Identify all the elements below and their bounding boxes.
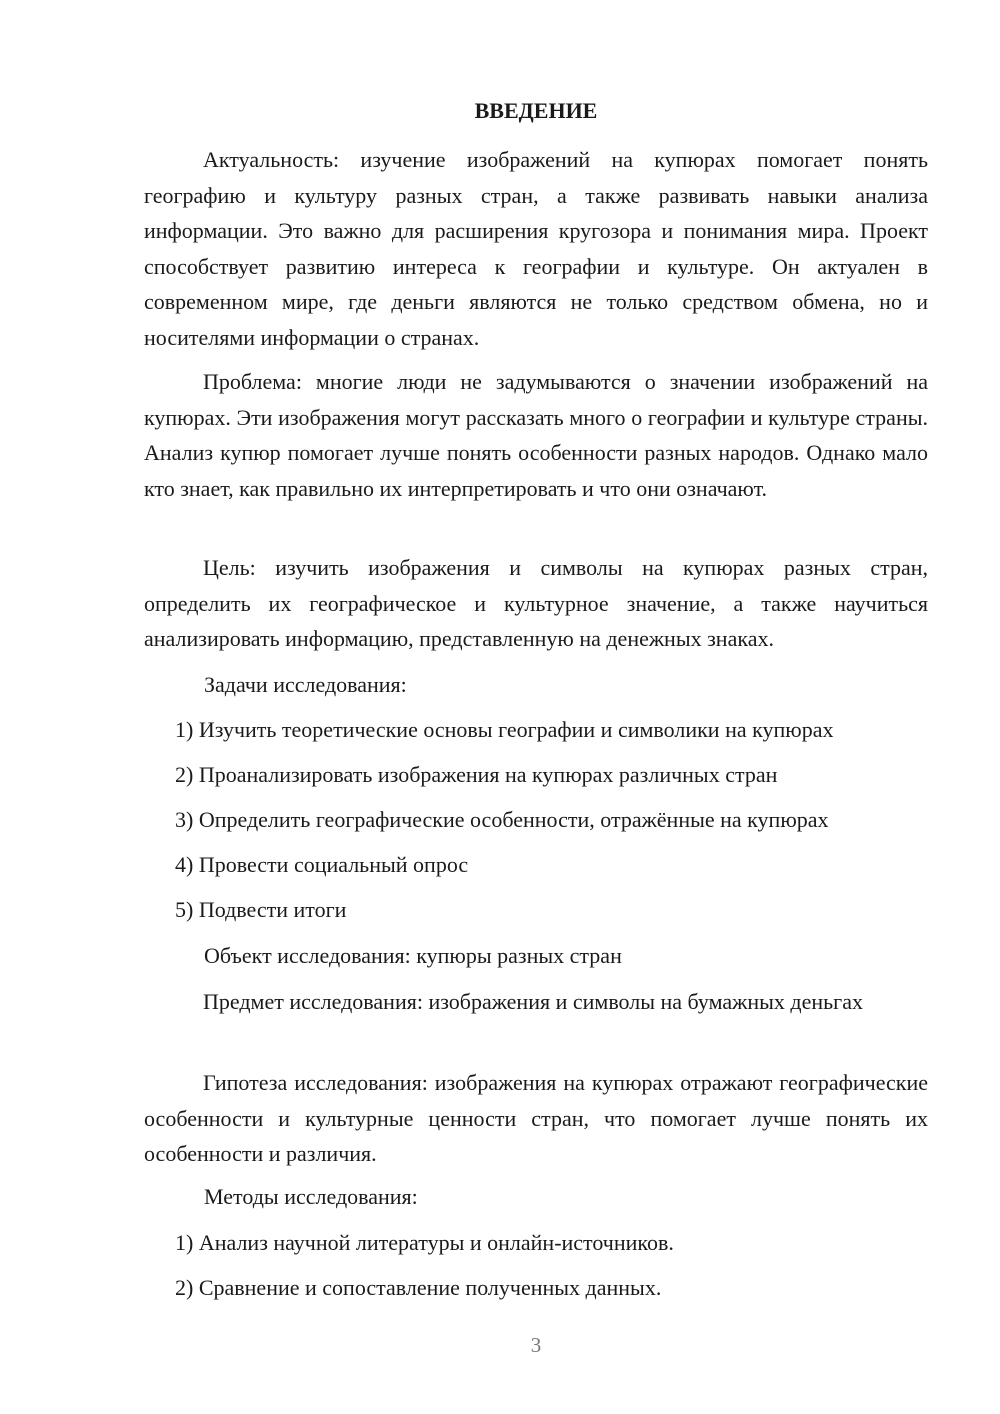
task-item: 1) Изучить теоретические основы географии и символики на купюрах <box>175 717 834 742</box>
goal-paragraph: Цель: изучить изображения и символы на купюрах разных стран, определить их географическое и культурное значение, а также научиться анализировать информацию, представленную на денежных знаках. <box>144 555 928 651</box>
methods-heading: Методы исследования: <box>204 1184 418 1209</box>
tasks-heading: Задачи исследования: <box>204 672 407 697</box>
page-number: 3 <box>530 1333 542 1357</box>
task-item: 3) Определить географические особенности, отражённые на купюрах <box>175 807 829 832</box>
task-item: 4) Провести социальный опрос <box>175 852 469 877</box>
hypothesis-paragraph: Гипотеза исследования: изображения на купюрах отражают географические особенности и культурные ценности стран, что помогает лучше понять их особенности и различия. <box>144 1070 928 1166</box>
method-item: 2) Сравнение и сопоставление полученных данных. <box>175 1275 662 1300</box>
task-item: 5) Подвести итоги <box>175 897 347 922</box>
subject-paragraph: Предмет исследования: изображения и символы на бумажных деньгах <box>203 989 863 1014</box>
relevance-paragraph: Актуальность: изучение изображений на купюрах помогает понять географию и культуру разных стран, а также развивать навыки анализа информации. Это важно для расширения кругозора и понимания мира. Проект способствует развитию интереса к географии и культуре. Он актуален в современном мире, где деньги являются не только средством обмена, но и носителями информации о странах. <box>144 147 928 350</box>
task-item: 2) Проанализировать изображения на купюрах различных стран <box>175 762 778 787</box>
problem-paragraph: Проблема: многие люди не задумываются о значении изображений на купюрах. Эти изображения могут рассказать много о географии и культуре страны. Анализ купюр помогает лучше понять особенности разных народов. Однако мало кто знает, как правильно их интерпретировать и что они означают. <box>144 369 928 501</box>
page-title: ВВЕДЕНИЕ <box>474 98 598 123</box>
object-line: Объект исследования: купюры разных стран <box>204 943 622 968</box>
method-item: 1) Анализ научной литературы и онлайн-источников. <box>175 1230 674 1255</box>
